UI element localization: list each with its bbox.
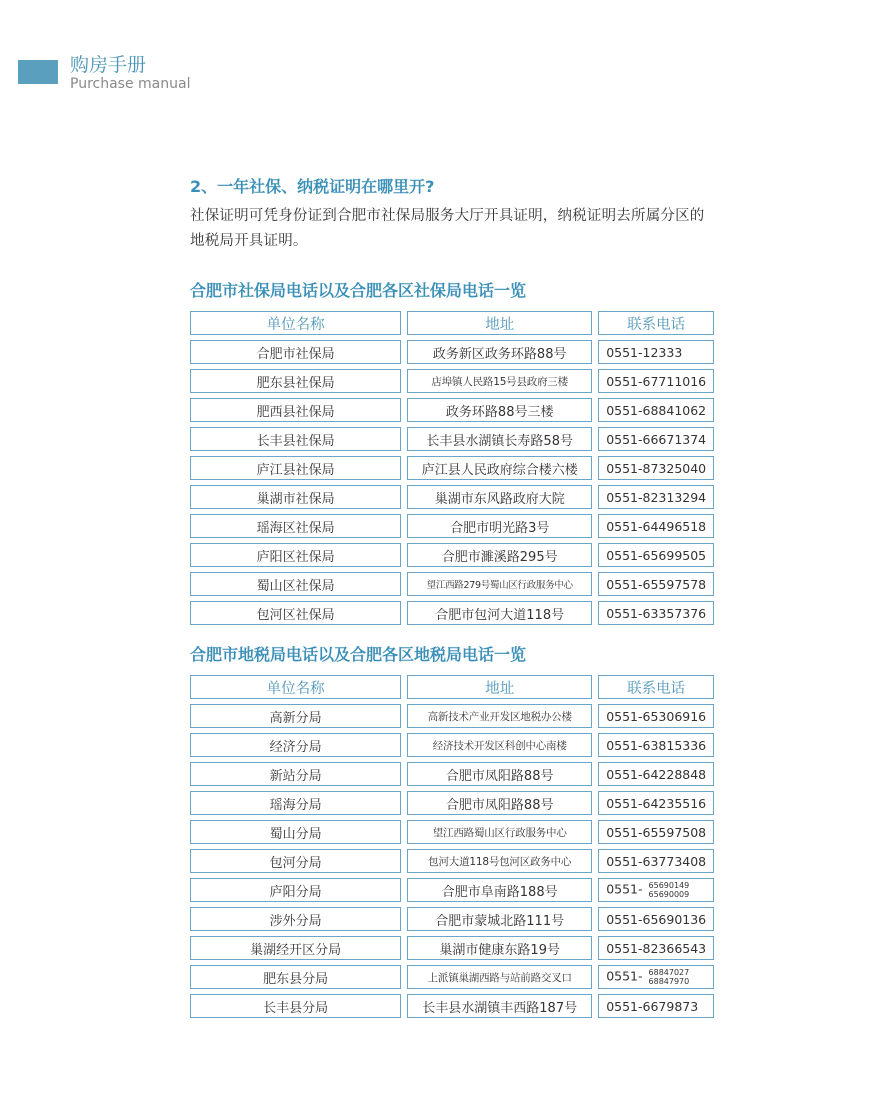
- phone-number-1: 65690149: [648, 881, 690, 890]
- phone-cell: 0551-65690136: [598, 907, 714, 931]
- question-title: 2、一年社保、纳税证明在哪里开?: [190, 177, 435, 196]
- phone-cell: [598, 878, 714, 902]
- phone-cell: 0551-63773408: [598, 849, 714, 873]
- table-row: [190, 791, 714, 815]
- table-row: [190, 733, 714, 757]
- phone-cell: 0551-64228848: [598, 762, 714, 786]
- social-security-table-title: 合肥市社保局电话以及合肥各区社保局电话一览: [190, 281, 527, 300]
- header-unit-name: 单位名称: [190, 311, 401, 335]
- table-row: [190, 398, 714, 422]
- phone-cell: 0551-64496518: [598, 514, 714, 538]
- header-title: 购房手册: [70, 54, 147, 76]
- address-cell: 长丰县水湖镇丰西路187号: [407, 994, 592, 1018]
- header-address: 地址: [407, 675, 592, 699]
- table-row: [190, 427, 714, 451]
- table-row: [190, 762, 714, 786]
- table-row: [190, 340, 714, 364]
- phone-cell: 0551-6679873: [598, 994, 714, 1018]
- phone-numbers: [649, 881, 690, 899]
- address-cell: 庐江县人民政府综合楼六楼: [407, 456, 592, 480]
- phone-cell: 0551-82366543: [598, 936, 714, 960]
- phone-number-2: 65690009: [648, 890, 690, 899]
- unit-name-cell: 瑶海区社保局: [190, 514, 401, 538]
- table-row: [190, 849, 714, 873]
- phone-cell: 0551-66671374: [598, 427, 714, 451]
- unit-name-cell: 瑶海分局: [190, 791, 401, 815]
- unit-name-cell: 新站分局: [190, 762, 401, 786]
- table-row: [190, 936, 714, 960]
- address-cell: 经济技术开发区科创中心南楼: [407, 733, 592, 757]
- phone-prefix: 0551-: [606, 968, 643, 984]
- unit-name-cell: 高新分局: [190, 704, 401, 728]
- table-row: [190, 878, 714, 902]
- table-row: [190, 369, 714, 393]
- address-cell: 合肥市阜南路188号: [407, 878, 592, 902]
- phone-cell: 0551-65306916: [598, 704, 714, 728]
- address-cell: 合肥市明光路3号: [407, 514, 592, 538]
- phone-number-1: 68847027: [648, 968, 690, 977]
- header-phone: 联系电话: [598, 675, 714, 699]
- phone-cell: 0551-63357376: [598, 601, 714, 625]
- address-cell: 合肥市濉溪路295号: [407, 543, 592, 567]
- unit-name-cell: 长丰县社保局: [190, 427, 401, 451]
- address-cell: 巢湖市东风路政府大院: [407, 485, 592, 509]
- address-cell: 望江西路279号蜀山区行政服务中心: [407, 572, 592, 596]
- table-row: [190, 820, 714, 844]
- address-cell: 合肥市包河大道118号: [407, 601, 592, 625]
- address-cell: 合肥市蒙城北路111号: [407, 907, 592, 931]
- social-security-table: [190, 306, 714, 630]
- address-cell: 政务环路88号三楼: [407, 398, 592, 422]
- phone-number-2: 68847970: [648, 977, 690, 986]
- phone-cell: [598, 965, 714, 989]
- phone-cell: 0551-65597508: [598, 820, 714, 844]
- address-cell: 包河大道118号包河区政务中心: [407, 849, 592, 873]
- question-body: 社保证明可凭身份证到合肥市社保局服务大厅开具证明，纳税证明去所属分区的地税局开具证明。: [190, 208, 705, 249]
- table-row: [190, 907, 714, 931]
- table-row: [190, 994, 714, 1018]
- phone-cell: 0551-87325040: [598, 456, 714, 480]
- table-row: [190, 704, 714, 728]
- unit-name-cell: 巢湖市社保局: [190, 485, 401, 509]
- address-cell: 店埠镇人民路15号县政府三楼: [407, 369, 592, 393]
- unit-name-cell: 巢湖经开区分局: [190, 936, 401, 960]
- phone-cell: 0551-82313294: [598, 485, 714, 509]
- phone-cell: 0551-64235516: [598, 791, 714, 815]
- unit-name-cell: 肥东县社保局: [190, 369, 401, 393]
- unit-name-cell: 涉外分局: [190, 907, 401, 931]
- address-cell: 长丰县水湖镇长寿路58号: [407, 427, 592, 451]
- address-cell: 望江西路蜀山区行政服务中心: [407, 820, 592, 844]
- address-cell: 高新技术产业开发区地税办公楼: [407, 704, 592, 728]
- phone-cell: 0551-65597578: [598, 572, 714, 596]
- tax-bureau-table: [190, 670, 714, 1023]
- phone-cell: 0551-65699505: [598, 543, 714, 567]
- unit-name-cell: 庐阳区社保局: [190, 543, 401, 567]
- table-row: [190, 485, 714, 509]
- address-cell: 合肥市凤阳路88号: [407, 762, 592, 786]
- table-header-row: [190, 311, 714, 335]
- phone-numbers: [649, 968, 690, 986]
- table-row: [190, 514, 714, 538]
- unit-name-cell: 合肥市社保局: [190, 340, 401, 364]
- unit-name-cell: 经济分局: [190, 733, 401, 757]
- table-row: [190, 456, 714, 480]
- header-unit-name: 单位名称: [190, 675, 401, 699]
- main-content: [190, 176, 714, 1023]
- header-accent-block: [18, 60, 58, 84]
- phone-cell: 0551-63815336: [598, 733, 714, 757]
- unit-name-cell: 庐江县社保局: [190, 456, 401, 480]
- unit-name-cell: 包河分局: [190, 849, 401, 873]
- unit-name-cell: 蜀山区社保局: [190, 572, 401, 596]
- table-row: [190, 572, 714, 596]
- unit-name-cell: 肥东县分局: [190, 965, 401, 989]
- unit-name-cell: 庐阳分局: [190, 878, 401, 902]
- table-row: [190, 965, 714, 989]
- phone-cell: 0551-68841062: [598, 398, 714, 422]
- table-row: [190, 601, 714, 625]
- unit-name-cell: 肥西县社保局: [190, 398, 401, 422]
- phone-prefix: 0551-: [606, 881, 643, 897]
- header-subtitle: Purchase manual: [70, 76, 191, 92]
- address-cell: 合肥市凤阳路88号: [407, 791, 592, 815]
- phone-cell: 0551-12333: [598, 340, 714, 364]
- header-phone: 联系电话: [598, 311, 714, 335]
- table-row: [190, 543, 714, 567]
- table-header-row: [190, 675, 714, 699]
- unit-name-cell: 蜀山分局: [190, 820, 401, 844]
- unit-name-cell: 包河区社保局: [190, 601, 401, 625]
- tax-bureau-table-title: 合肥市地税局电话以及合肥各区地税局电话一览: [190, 645, 527, 664]
- unit-name-cell: 长丰县分局: [190, 994, 401, 1018]
- address-cell: 上派镇巢湖西路与站前路交叉口: [407, 965, 592, 989]
- header-address: 地址: [407, 311, 592, 335]
- phone-cell: 0551-67711016: [598, 369, 714, 393]
- address-cell: 政务新区政务环路88号: [407, 340, 592, 364]
- address-cell: 巢湖市健康东路19号: [407, 936, 592, 960]
